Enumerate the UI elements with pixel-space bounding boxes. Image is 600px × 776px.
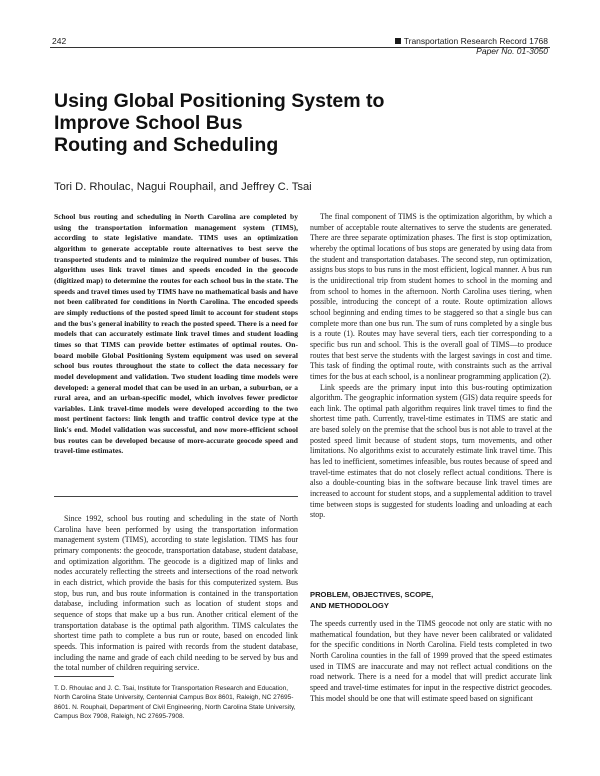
title-line: Improve School Bus [54,112,243,134]
title-line: Using Global Positioning System to [54,90,385,112]
abstract-text: School bus routing and scheduling in North Carolina are completed by using the transportation information management system (TIMS), according to state legislative mandate. TIMS uses an optimization algorithm to generate acceptable route alternatives to best serve the transported students and to minimize the required number of buses. This algorithm uses link travel times and speeds encoded in the geocode (digitized map) to determine the routes for each school bus in the state. The speeds and travel times used by TIMS have no mathematical basis and have not been calibrated for conditions in North Carolina. The encoded speeds are simply reductions of the posted speed limit to account for student stops and the bus's general inability to reach the posted speed. There is a need for models that can accurately estimate link travel times and student loading times so that TIMS can provide better estimates of optimal routes. On-board mobile Global Positioning System equipment was used on several school bus routes throughout the state to collect the data necessary for model development and validation. Two student loading time models were developed: a general model that can be used in an urban, a suburban, or a rural area, and an urban-specific model, which involves fewer predictor variables. Link travel-time models were developed according to the two most pertinent factors: link length and traffic control device type at the link's end. Model validation was successful, and now more-efficient school bus routes can be developed because of more-accurate geocode speed and travel-time estimates. [54,212,298,456]
author-list: Tori D. Rhoulac, Nagui Rouphail, and Jeffrey C. Tsai [54,181,312,193]
body-paragraph: The final component of TIMS is the optimization algorithm, by which a number of acceptable route alternatives to serve the students are generated. There are three separate optimization phases. The first is stop optimization, whereby the optimal locations of bus stops are generated by using data from the student and transportation databases. The second step, run optimization, assigns bus stops to bus runs in the most efficient, logical manner. A bus run is the unidirectional trip from student homes to school in the morning and from school to homes in the afternoon. North Carolina uses tiering, when possible, introducing the concept of a route. Route optimization allows school beginning and ending times to be staggered so that a single bus can complete more than one bus run. The sum of runs completed by a single bus is a route (1). Routes may have several tiers, each tier corresponding to a specific bus run and school. This is the overall goal of TIMS—to produce routes that best serve the students with the largest savings in cost and time. This task of finding the optimal route, with constraints such as the arrival times for the bus at each school, is a nonlinear programming application (2). [310,212,552,381]
page-number: 242 [52,36,67,46]
abstract-divider [54,496,298,497]
paper-number: Paper No. 01-3050 [476,46,548,56]
abstract [54,212,298,457]
title-line: Routing and Scheduling [54,134,279,156]
footnote-divider [54,676,114,677]
running-header [395,36,548,56]
author-affiliations-footnote: T. D. Rhoulac and J. C. Tsai, Institute for Transportation Research and Education, North Carolina State University, Centennial Campus Box 8601, Raleigh, NC 27695-8601. N. Rouphail, Department of Civil Engineering, North Carolina State University, Campus Box 7908, Raleigh, NC 27695-7908. [54,685,296,720]
journal-name: Transportation Research Record 1768 [403,36,548,46]
body-paragraph: Link speeds are the primary input into this bus-routing optimization algorithm. The geographic information system (GIS) data require speeds for each link. The optimal path algorithm requires link travel times to find the shortest time path. Currently, travel-time estimates in TIMS are static and are based solely on the premise that the school bus is not able to travel at the posted speed limit because of student stops, turn movements, and other limitations. No algorithms exist to accurately estimate link travel time. This has led to inefficient, sometimes infeasible, bus routes because of speed and travel-time estimates that do not closely reflect actual conditions. There is also a double-counting bias in the software because link travel times are increased to account for student stops, and a supplemental addition to travel time between stops is suggested for students loading and unloading at each stop. [310,382,552,520]
paper-title [54,90,474,156]
section-heading-line: AND METHODOLOGY [310,600,389,610]
section-heading-line: PROBLEM, OBJECTIVES, SCOPE, [310,590,434,599]
body-paragraph: The speeds currently used in the TIMS geocode not only are static with no mathematical foundation, but they have never been calibrated or validated for the specific conditions in North Carolina. Field tests completed in two North Carolina counties in the fall of 1999 proved that the speed estimates used in TIMS are inaccurate and may not reflect actual conditions on the road network. There is a need for a model that will predict accurate link speed and travel-time estimates for input in the respective district geocodes. This model should be one that will estimate speed based on significant [310,619,552,703]
header-rule [50,47,550,48]
square-bullet-icon [395,38,401,44]
section-heading [310,590,552,611]
section-body [310,619,552,704]
right-column-body [310,212,552,521]
left-column-body [54,514,298,674]
body-paragraph: Since 1992, school bus routing and scheduling in the state of North Carolina have been performed by using the transportation information management system (TIMS), according to state legislation. TIMS has four primary components: the geocode, transportation database, student database, and optimization algorithm. The geocode is a digitized map of links and nodes accurately reflecting the streets and intersections of the road network in each district, which provide the basis for this computerized system. Bus stop, bus run, and bus route information is contained in the transportation database, including information such as location of student stops and sequence of stops that make up a bus run. Another critical element of the transportation database is the optimal path algorithm. TIMS calculates the shortest time path to complete a bus run or route, based on encoded link speeds. This information is paired with records from the student database, including the name and grade of each child needing to be served by bus and the total number of children requiring service. [54,514,298,673]
